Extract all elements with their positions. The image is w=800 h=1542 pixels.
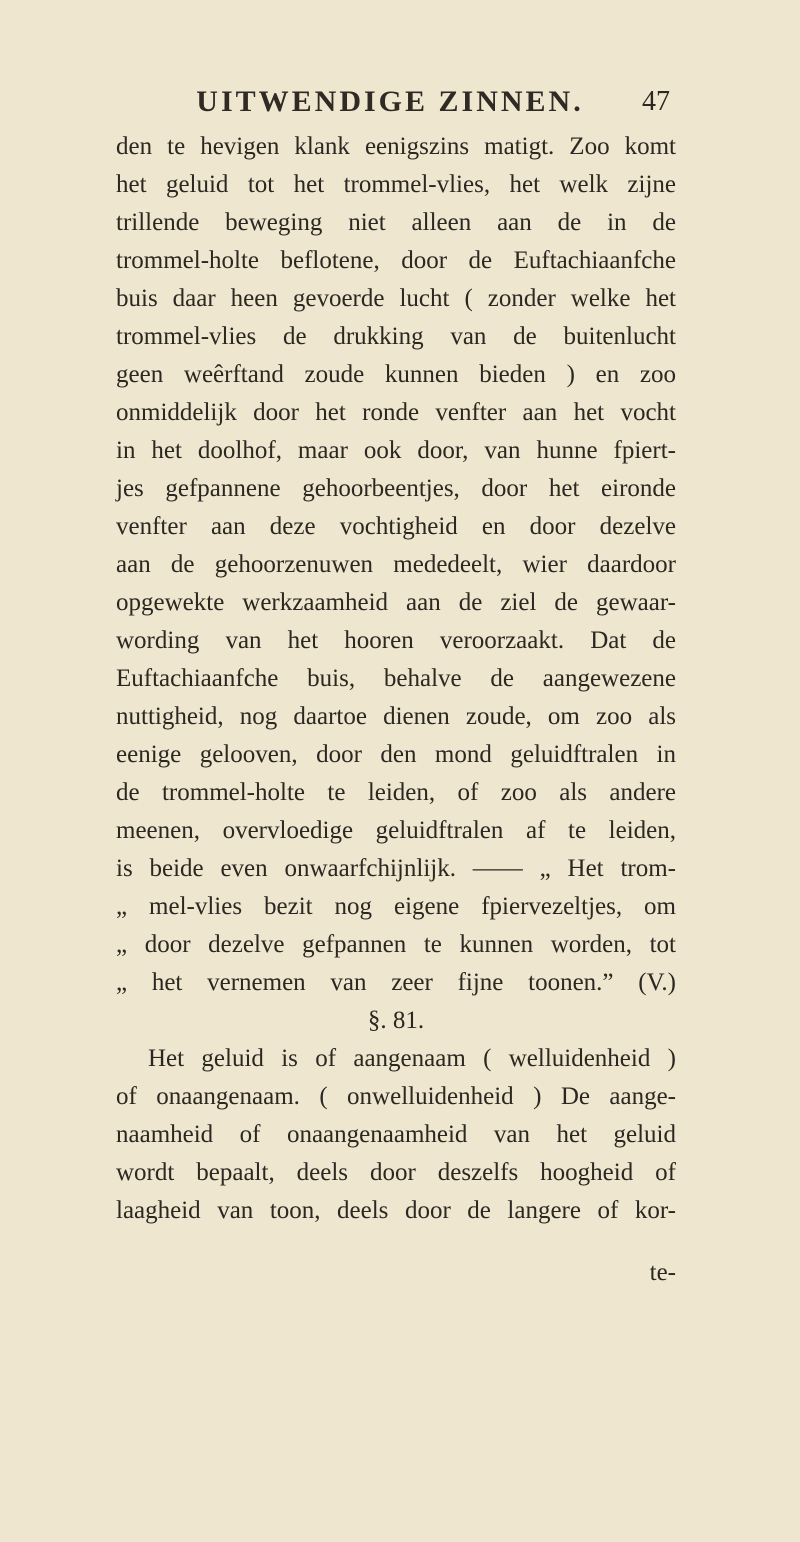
text-line: meenen, overvloedige geluidftralen af te leiden, (116, 817, 676, 844)
text-line: „ het vernemen van zeer fijne toonen.” (V.) (116, 969, 676, 996)
text-line: trillende beweging niet alleen aan de in de (116, 209, 676, 236)
text-line: „ door dezelve gefpannen te kunnen worden, tot (116, 931, 676, 958)
text-line: eenige gelooven, door den mond geluidftralen in (116, 741, 676, 768)
text-line: laagheid van toon, deels door de langere of kor- (116, 1197, 676, 1224)
text-line: nuttigheid, nog daartoe dienen zoude, om zoo als (116, 703, 676, 730)
page-header (0, 80, 800, 124)
text-line: de trommel-holte te leiden, of zoo als andere (116, 779, 676, 806)
text-line: venfter aan deze vochtigheid en door dezelve (116, 513, 676, 540)
text-line: het geluid tot het trommel-vlies, het welk zijne (116, 171, 676, 198)
section-heading: §. 81. (367, 1007, 425, 1034)
text-line: Het geluid is of aangenaam ( welluidenheid ) (148, 1045, 676, 1072)
running-head: UITWENDIGE ZINNEN. (196, 85, 584, 118)
text-line: buis daar heen gevoerde lucht ( zonder welke het (116, 285, 676, 312)
text-line: wordt bepaalt, deels door deszelfs hoogheid of (116, 1159, 676, 1186)
text-line: wording van het hooren veroorzaakt. Dat de (116, 627, 676, 654)
text-line: den te hevigen klank eenigszins matigt. Zoo komt (116, 133, 676, 160)
body-text (116, 128, 676, 1230)
text-line: naamheid of onaangenaamheid van het geluid (116, 1121, 676, 1148)
text-line: „ mel-vlies bezit nog eigene fpiervezeltjes, om (116, 893, 676, 920)
text-line: onmiddelijk door het ronde venfter aan het vocht (116, 399, 676, 426)
text-line: aan de gehoorzenuwen mededeelt, wier daardoor (116, 551, 676, 578)
text-line: trommel-vlies de drukking van de buitenlucht (116, 323, 676, 350)
text-line: is beide even onwaarfchijnlijk. —— „ Het trom- (116, 855, 676, 882)
text-line: jes gefpannene gehoorbeentjes, door het eironde (116, 475, 676, 502)
text-line: trommel-holte beflotene, door de Euftachiaanfche (116, 247, 676, 274)
page-number: 47 (642, 86, 670, 117)
text-line: geen weêrftand zoude kunnen bieden ) en zoo (116, 361, 676, 388)
text-line: Euftachiaanfche buis, behalve de aangewezene (116, 665, 676, 692)
text-line: of onaangenaam. ( onwelluidenheid ) De aange- (116, 1083, 676, 1110)
catchword: te- (649, 1259, 676, 1286)
text-line: in het doolhof, maar ook door, van hunne fpiert- (116, 437, 676, 464)
text-line: opgewekte werkzaamheid aan de ziel de gewaar- (116, 589, 676, 616)
